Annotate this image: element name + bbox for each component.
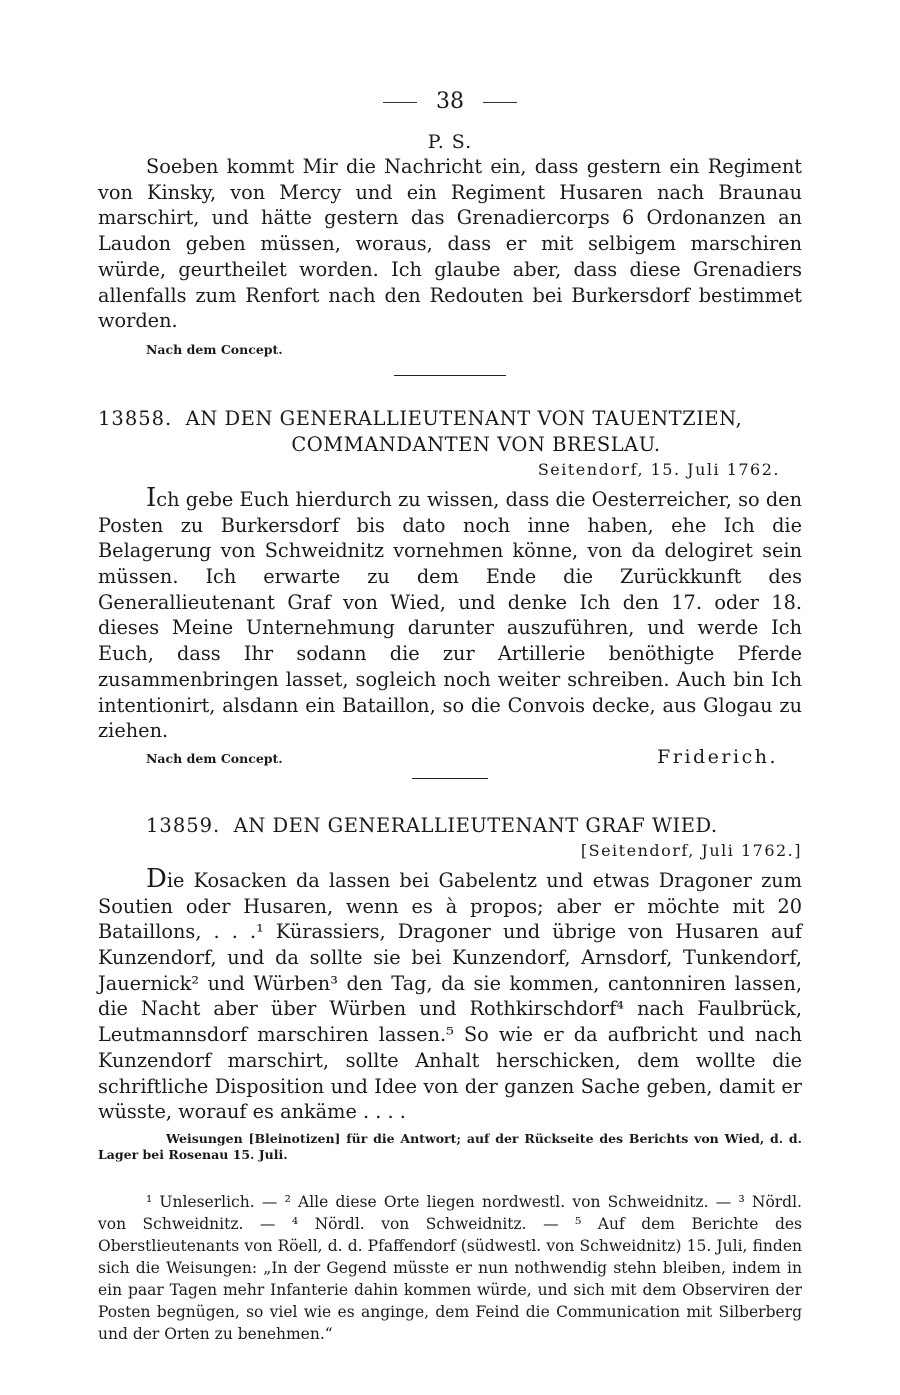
letter1-dateline: Seitendorf, 15. Juli 1762. (537, 459, 780, 479)
section-divider (412, 778, 488, 779)
letter1-initial: I (146, 482, 157, 513)
letter2-initial: D (146, 863, 167, 894)
letter1-number: 13858. (98, 406, 173, 430)
letter2-heading (146, 813, 802, 839)
letter2-text: ie Kosacken da lassen bei Gabelentz und etwas Dragoner zum Soutien oder Husaren, wenn es à propos; aber er möchte mit 20 Bataillons, . . .¹ Kürassiers, Dragoner und übrige von Husaren auf Kunzendorf, und da sollte sie bei Kunzendorf, Arnsdorf, Tunkendorf, Jauernick² und Würben³ den Tag, da sie kommen, cantonniren lassen, die Nacht aber über Würben und Rothkirschdorf⁴ nach Faulbrück, Leutmannsdorf marschiren lassen.⁵ So wie er da aufbricht und nach Kunzendorf marschirt, sollte Anhalt herschicken, dem wollte die schriftliche Disposition und Idee von der ganzen Sache geben, damit er wüsste, worauf es ankäme . . . . (98, 868, 802, 1124)
letter1-paragraph (98, 482, 802, 744)
section-divider (394, 375, 506, 376)
letter2-paragraph (98, 863, 802, 1125)
letter1-text: ch gebe Euch hierdurch zu wissen, dass die Oesterreicher, so den Posten zu Burkersdorf bis dato noch inne haben, ehe Ich die Belagerung von Schweidnitz vornehmen könne, von da delogiret sein müssen. Ich erwarte zu dem Ende die Zurückkunft des Generallieutenant Graf von Wied, und denke Ich den 17. oder 18. dieses Meine Unternehmung darunter auszuführen, und werde Ich Euch, dass Ihr sodann die zur Artillerie benöthigte Pferde zusammenbringen lasset, sogleich noch weiter schreiben. Auch bin Ich intentionirt, alsdann ein Bataillon, so die Convois decke, aus Glogau zu ziehen. (98, 487, 802, 743)
header-dash-left (383, 102, 417, 103)
ps-source-note: Nach dem Concept. (146, 341, 283, 357)
letter2-source-note: Weisungen [Bleinotizen] für die Antwort; auf der Rückseite des Berichts von Wied, d. d. Lager bei Rosenau 15. Juli. (98, 1130, 802, 1162)
page-number: 38 (436, 89, 464, 114)
letter1-source-note: Nach dem Concept. (146, 750, 283, 766)
letter2-heading-text: AN DEN GENERALLIEUTENANT GRAF WIED. (233, 813, 718, 837)
header-dash-right (483, 102, 517, 103)
letter2-number: 13859. (146, 813, 221, 837)
letter1-heading-line1: AN DEN GENERALLIEUTENANT VON TAUENTZIEN, (185, 406, 743, 430)
ps-paragraph: Soeben kommt Mir die Nachricht ein, dass gestern ein Regiment von Kinsky, von Mercy und ein Regiment Husaren nach Braunau marschirt, und hätte gestern das Grenadiercorps 6 Ordonanzen an Laudon geben müssen, woraus, dass er mit selbigem marschiren würde, geurtheilet worden. Ich glaube aber, dass diese Grenadiers allenfalls zum Renfort nach den Redouten bei Burkersdorf bestimmet worden. (98, 155, 802, 333)
ps-title: P. S. (427, 131, 473, 153)
letter1-signature: Friderich. (657, 745, 778, 768)
document-page (98, 82, 802, 1345)
letter1-footer (98, 746, 802, 768)
letter1-heading-line2: COMMANDANTEN VON BRESLAU. (291, 432, 661, 456)
page-header (98, 82, 802, 122)
letter2-dateline: [Seitendorf, Juli 1762.] (580, 840, 802, 860)
footnotes: ¹ Unleserlich. — ² Alle diese Orte liegen nordwestl. von Schweidnitz. — ³ Nördl. von Schweidnitz. — ⁴ Nördl. von Schweidnitz. — ⁵ Auf dem Berichte des Oberstlieutenants von Röell, d. d. Pfaffendorf (südwestl. von Schweidnitz) 15. Juli, finden sich die Weisungen: „In der Gegend müsste er nun nothwendig stehn bleiben, indem in ein paar Tagen mehr Infanterie dahin kommen würde, und sich mit dem Observiren der Posten begnügen, so viel wie es anginge, dem Feind die Communication mit Silberberg und der Orten zu benehmen.“ (98, 1192, 802, 1343)
letter1-heading (98, 406, 802, 458)
